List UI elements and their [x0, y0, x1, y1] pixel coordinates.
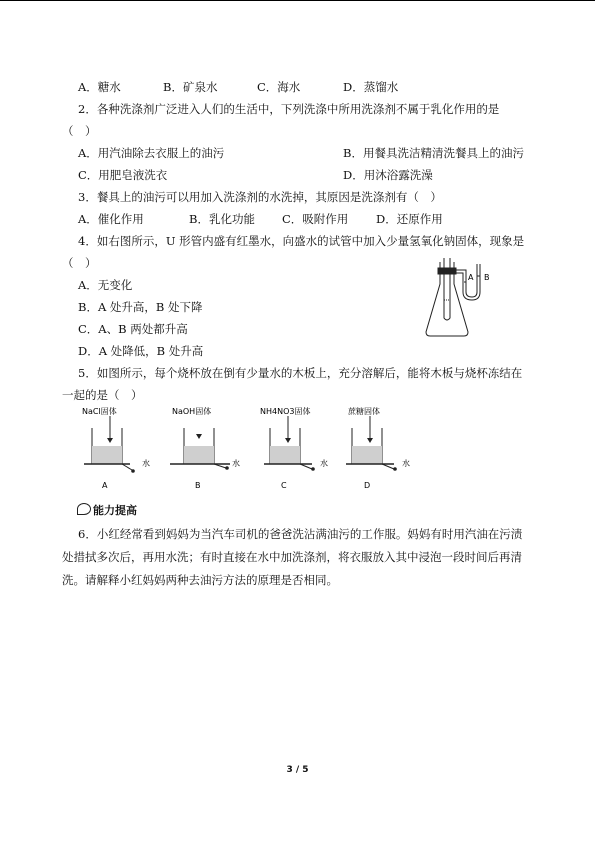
q3-option-d: D．还原作用: [376, 212, 443, 226]
q1-option-c: C．海水: [257, 80, 301, 94]
q6-line-1: 6．小红经常看到妈妈为当汽车司机的爸爸洗沾满油污的工作服。妈妈有时用汽油在污渍: [78, 527, 523, 541]
q4-option-b: B．A 处升高，B 处下降: [78, 300, 203, 314]
beaker-a-letter: A: [102, 481, 108, 490]
beaker-c-solid-label: NH4NO3固体: [260, 407, 311, 416]
q4-option-c: C．A、B 两处都升高: [78, 322, 188, 336]
page-number: 3 / 5: [286, 765, 309, 775]
beaker-b-letter: B: [195, 481, 201, 490]
beaker-a: [82, 406, 150, 490]
q3-stem: 3．餐具上的油污可以用加入洗涤剂的水洗掉，其原因是洗涤剂有（ ）: [78, 190, 442, 204]
q2-blank: （ ）: [62, 124, 97, 138]
q6-line-2: 处措拭多次后，再用水洗；有时直接在水中加洗涤剂，将衣服放入其中浸泡一段时间后再清: [62, 550, 522, 564]
beaker-a-water-label: 水: [142, 459, 150, 468]
top-rule: [0, 0, 595, 1]
q2-option-c: C．用肥皂液洗衣: [78, 168, 168, 182]
beaker-c-letter: C: [281, 481, 287, 490]
beaker-d-letter: D: [364, 481, 371, 490]
q5-stem-cont: 一起的是（ ）: [62, 388, 143, 402]
q4-label-a: A: [468, 273, 474, 282]
beaker-b-water-label: 水: [232, 459, 240, 468]
beaker-c: [260, 406, 328, 490]
q3-option-c: C．吸附作用: [282, 212, 349, 226]
q2-option-d: D．用沐浴露洗澡: [343, 168, 433, 182]
q6-line-3: 洗。请解释小红妈妈两种去油污方法的原理是否相同。: [62, 573, 338, 587]
q4-stem: 4．如右图所示，U 形管内盛有红墨水，向盛水的试管中加入少量氢氧化钠固体，现象是: [78, 234, 525, 248]
q2-stem: 2．各种洗涤剂广泛进入人们的生活中，下列洗涤中所用洗涤剂不属于乳化作用的是: [78, 102, 500, 116]
q4-blank: （ ）: [62, 256, 97, 270]
beaker-b-solid-label: NaOH固体: [172, 407, 212, 416]
q4-flask-utube-figure: [420, 252, 520, 342]
q4-label-b: B: [484, 273, 490, 282]
pencil-badge-icon: [77, 503, 91, 515]
q1-option-a: A．糖水: [78, 80, 121, 94]
q2-option-b: B．用餐具洗洁精清洗餐具上的油污: [343, 146, 524, 160]
beaker-d: [346, 406, 410, 490]
section-heading: [77, 502, 137, 518]
q5-beakers-figure: [80, 406, 420, 492]
q1-option-b: B．矿泉水: [163, 80, 218, 94]
q4-option-a: A．无变化: [78, 278, 133, 292]
beaker-a-solid-label: NaCl固体: [82, 407, 117, 416]
beaker-d-water-label: 水: [402, 459, 410, 468]
q3-option-b: B．乳化功能: [189, 212, 255, 226]
section-title: 能力提高: [93, 504, 137, 517]
beaker-d-solid-label: 蔗糖固体: [348, 407, 380, 416]
q2-option-a: A．用汽油除去衣服上的油污: [78, 146, 225, 160]
q3-option-a: A．催化作用: [78, 212, 144, 226]
q5-stem: 5．如图所示，每个烧杯放在倒有少量水的木板上，充分溶解后，能将木板与烧杯冻结在: [78, 366, 523, 380]
q4-option-d: D．A 处降低，B 处升高: [78, 344, 204, 358]
beaker-c-water-label: 水: [320, 459, 328, 468]
beaker-b: [170, 406, 240, 490]
q1-option-d: D．蒸馏水: [343, 80, 399, 94]
